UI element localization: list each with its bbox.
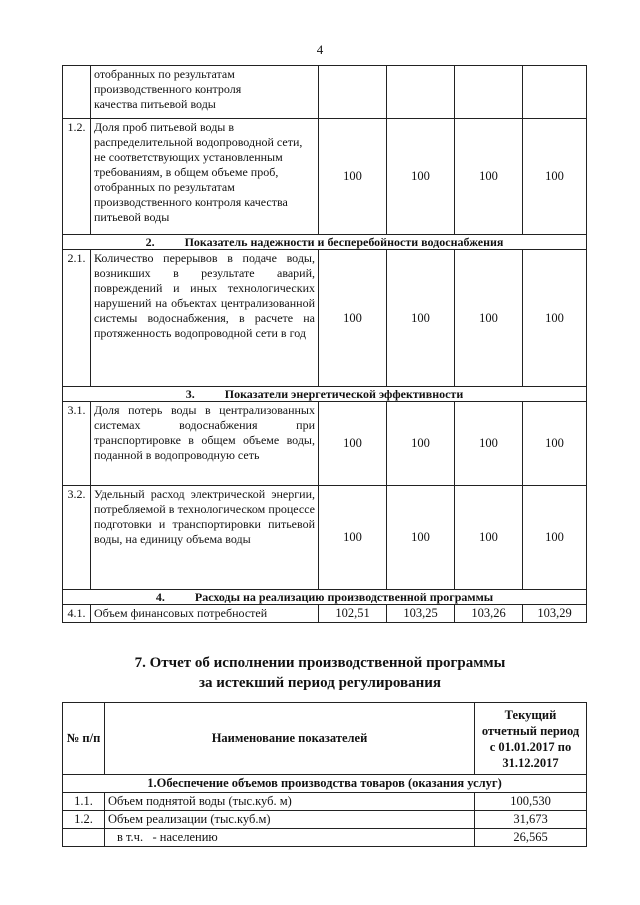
row-number: 1.2. bbox=[63, 811, 105, 829]
value-cell: 100 bbox=[387, 250, 455, 387]
table-row bbox=[63, 66, 587, 119]
description-line: производственного контроля bbox=[94, 82, 242, 96]
value-cell: 31,673 bbox=[475, 811, 587, 829]
column-header-number: № п/п bbox=[63, 703, 105, 775]
value-cell: 100 bbox=[523, 402, 587, 486]
value-cell bbox=[455, 66, 523, 119]
section-row bbox=[63, 775, 587, 793]
value-cell bbox=[523, 66, 587, 119]
section-title: Показатель надежности и бесперебойности водоснабжения bbox=[184, 235, 504, 249]
column-header-period bbox=[475, 703, 587, 775]
value-cell: 100 bbox=[455, 486, 523, 590]
section-row bbox=[63, 590, 587, 605]
indicator-description: Количество перерывов в подаче воды, возникших в результате аварий, повреждений и иных технологических нарушений на объектах централизованной системы водоснабжения, в расчете на протяженность водопроводной сети в год bbox=[91, 250, 319, 387]
value-cell: 100 bbox=[523, 250, 587, 387]
row-number: 3.2. bbox=[63, 486, 91, 590]
value-cell: 100 bbox=[387, 402, 455, 486]
value-cell: 100 bbox=[319, 250, 387, 387]
indicator-name: Объем поднятой воды (тыс.куб. м) bbox=[105, 793, 475, 811]
indicator-name: в т.ч. - населению bbox=[105, 829, 475, 847]
header-line: с 01.01.2017 по bbox=[489, 739, 572, 754]
row-number: 1.1. bbox=[63, 793, 105, 811]
table-row bbox=[63, 605, 587, 623]
value-cell: 100 bbox=[455, 402, 523, 486]
section-title: Расходы на реализацию производственной программы bbox=[194, 590, 494, 604]
table-row bbox=[63, 793, 587, 811]
value-cell: 100 bbox=[319, 402, 387, 486]
indicator-description: Объем финансовых потребностей bbox=[91, 605, 319, 623]
row-number bbox=[63, 829, 105, 847]
row-number: 4.1. bbox=[63, 605, 91, 623]
value-cell: 100 bbox=[387, 119, 455, 235]
value-cell: 100 bbox=[319, 119, 387, 235]
value-cell: 103,26 bbox=[455, 605, 523, 623]
value-cell: 103,29 bbox=[523, 605, 587, 623]
section-title: 1.Обеспечение объемов производства товаров (оказания услуг) bbox=[63, 775, 587, 793]
section-title: Показатели энергетической эффективности bbox=[224, 387, 464, 401]
value-cell: 100 bbox=[523, 486, 587, 590]
header-line: Текущий bbox=[504, 707, 557, 722]
indicator-name: Объем реализации (тыс.куб.м) bbox=[105, 811, 475, 829]
indicator-description: Доля потерь воды в централизованных системах водоснабжения при транспортировке в общем объеме воды, поданной в водопроводную сеть bbox=[91, 402, 319, 486]
value-cell: 100 bbox=[523, 119, 587, 235]
indicator-description bbox=[91, 66, 319, 119]
section-number: 4. bbox=[155, 590, 165, 604]
section-heading: 7. Отчет об исполнении производственной программы bbox=[134, 655, 506, 671]
value-cell: 103,25 bbox=[387, 605, 455, 623]
indicator-description: Удельный расход электрической энергии, потребляемой в технологическом процессе подготовки и транспортировки питьевой воды, на единицу объема воды bbox=[91, 486, 319, 590]
section-number: 3. bbox=[185, 387, 195, 401]
row-number: 2.1. bbox=[63, 250, 91, 387]
section-row bbox=[63, 387, 587, 402]
value-cell bbox=[319, 66, 387, 119]
table-row bbox=[63, 402, 587, 486]
row-number: 3.1. bbox=[63, 402, 91, 486]
section-subheading: за истекший период регулирования bbox=[198, 675, 442, 691]
header-line: 31.12.2017 bbox=[502, 755, 559, 770]
indicator-description: Доля проб питьевой воды в распределительной водопроводной сети, не соответствующих установленным требованиям, в общем объеме проб, отобранных по результатам производственного контроля качества питьевой воды bbox=[91, 119, 319, 235]
description-line: отобранных по результатам bbox=[94, 67, 235, 81]
value-cell: 102,51 bbox=[319, 605, 387, 623]
table-row bbox=[63, 486, 587, 590]
page-number: 4 bbox=[316, 42, 324, 57]
header-row bbox=[63, 703, 587, 775]
header-line: отчетный период bbox=[481, 723, 580, 738]
row-number: 1.2. bbox=[63, 119, 91, 235]
indicators-table bbox=[62, 65, 587, 623]
table-row bbox=[63, 829, 587, 847]
description-line: качества питьевой воды bbox=[94, 97, 216, 111]
value-cell: 100 bbox=[455, 250, 523, 387]
row-number bbox=[63, 66, 91, 119]
value-cell: 100 bbox=[455, 119, 523, 235]
value-cell: 100 bbox=[387, 486, 455, 590]
value-cell: 26,565 bbox=[475, 829, 587, 847]
table-row bbox=[63, 119, 587, 235]
table-row bbox=[63, 811, 587, 829]
value-cell bbox=[387, 66, 455, 119]
value-cell: 100,530 bbox=[475, 793, 587, 811]
section-number: 2. bbox=[145, 235, 155, 249]
section-row bbox=[63, 235, 587, 250]
column-header-name: Наименование показателей bbox=[105, 703, 475, 775]
table-row bbox=[63, 250, 587, 387]
report-table bbox=[62, 702, 587, 847]
value-cell: 100 bbox=[319, 486, 387, 590]
